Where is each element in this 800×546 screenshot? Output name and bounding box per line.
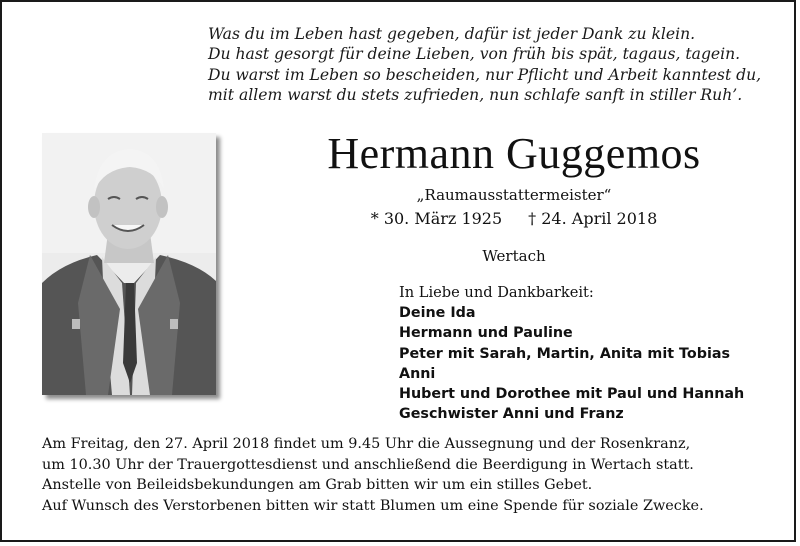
mourners-list xyxy=(399,283,789,424)
mourner-entry: Anni xyxy=(399,365,436,382)
mourner-entry: Peter mit Sarah, Martin, Anita mit Tobias xyxy=(399,345,730,362)
service-info-line: Am Freitag, den 27. April 2018 findet um 9.45 Uhr die Aussegnung und der Rosenkranz, xyxy=(42,436,691,452)
poem-line: Was du im Leben hast gegeben, dafür ist jeder Dank zu klein. xyxy=(208,25,696,43)
service-info-line: um 10.30 Uhr der Trauergottesdienst und anschließend die Beerdigung in Wertach statt. xyxy=(42,456,694,473)
poem-line: Du warst im Leben so bescheiden, nur Pflicht und Arbeit kanntest du, xyxy=(208,65,762,84)
birth-date: * 30. März 1925 xyxy=(370,209,503,228)
condolence-note: Anstelle von Beileidsbekundungen am Grab bitten wir um ein stilles Gebet. xyxy=(42,477,593,493)
deceased-name: Hermann Guggemos xyxy=(327,129,701,178)
deceased-occupation: „Raumausstattermeister“ xyxy=(416,186,612,204)
portrait-photo xyxy=(42,133,216,395)
life-dates xyxy=(234,208,794,230)
poem-line: Du hast gesorgt für deine Lieben, von früh bis spät, tagaus, tagein. xyxy=(208,45,741,64)
mourner-entry: Hubert und Dorothee mit Paul und Hannah xyxy=(399,386,745,403)
mourner-entry: Deine Ida xyxy=(399,305,476,322)
mourner-entry: Geschwister Anni und Franz xyxy=(399,406,624,423)
poem-line: mit allem warst du stets zufrieden, nun schlafe sanft in stiller Ruh’. xyxy=(208,85,743,104)
donation-note: Auf Wunsch des Verstorbenen bitten wir statt Blumen um eine Spende für soziale Zwecke. xyxy=(42,497,704,514)
portrait-illustration xyxy=(42,133,216,395)
mourner-entry: Hermann und Pauline xyxy=(399,325,573,342)
memorial-poem xyxy=(208,24,778,105)
death-date: † 24. April 2018 xyxy=(528,209,658,228)
mourners-intro: In Liebe und Dankbarkeit: xyxy=(399,284,594,301)
funeral-information xyxy=(42,434,794,516)
hometown: Wertach xyxy=(482,247,546,265)
